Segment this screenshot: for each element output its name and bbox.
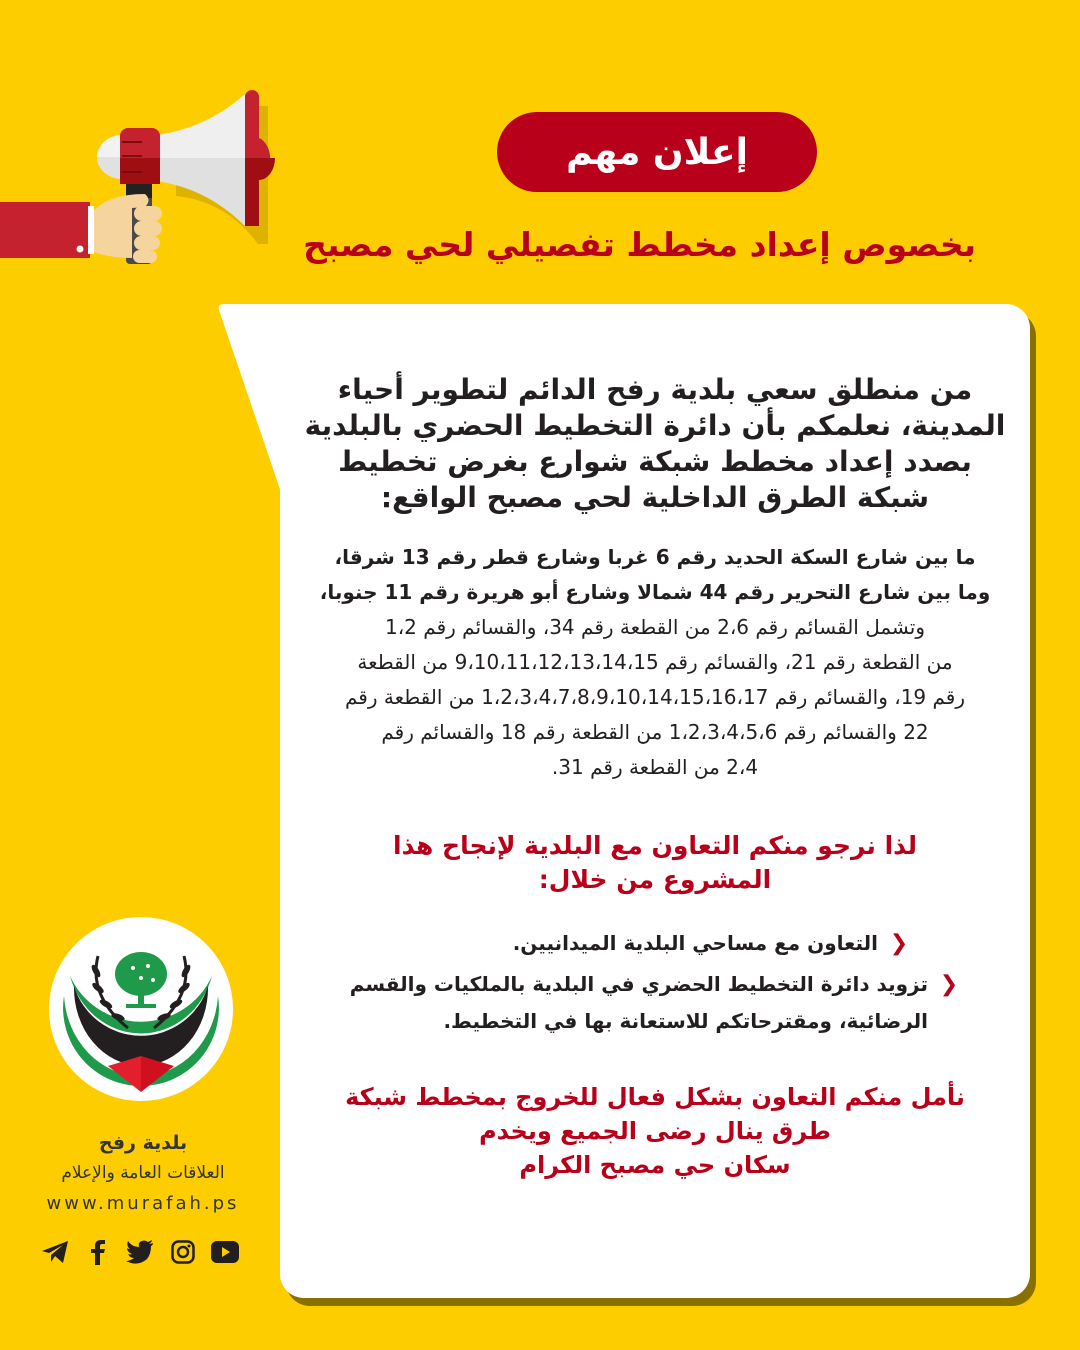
parcels-line: وتشمل القسائم رقم 2،6 من القطعة رقم 34، والقسائم رقم 1،2 [385,615,925,639]
area-bounds [300,540,1010,610]
parcels-line: رقم 19، والقسائم رقم 1،2،3،4،7،8،9،10،14،15،16،17 من القطعة رقم [344,685,966,709]
telegram-icon[interactable] [40,1237,70,1267]
announcement-subtitle: بخصوص إعداد مخطط تفصيلي لحي مصبح [303,225,976,264]
website-link[interactable]: www.murafah.ps [46,1193,240,1214]
bullet-text: تزويد دائرة التخطيط الحضري في البلدية بالملكيات والقسم الرضائية، ومقترحاتكم للاستعانة بها في التخطيط. [349,972,928,1033]
cooperation-bullets [300,925,1010,1040]
bullet-text: التعاون مع مساحي البلدية الميدانيين. [512,931,878,955]
footer-info [20,1128,266,1220]
bullet-item [300,925,980,962]
important-announcement-badge [497,112,817,192]
closing-line: طرق ينال رضى الجميع ويخدم [479,1117,831,1145]
social-icons [40,1236,240,1268]
bullet-item [300,966,980,1040]
parcels-list [300,610,1010,785]
org-department: العلاقات العامة والإعلام [61,1163,225,1183]
intro-paragraph: من منطلق سعي بلدية رفح الدائم لتطوير أحياء المدينة، نعلمكم بأن دائرة التخطيط الحضري بالبلدية بصدد إعداد مخطط شبكة شوارع بغرض تخطيط شبكة الطرق الداخلية لحي مصبح الواقع: [304,373,1006,514]
closing-line: سكان حي مصبح الكرام [519,1151,791,1179]
badge-label: إعلان مهم [566,131,748,173]
chevron-left-icon: ❮ [889,931,909,956]
org-name: بلدية رفح [98,1132,188,1154]
closing-message [300,1080,1010,1182]
card-content [300,372,1010,1182]
facebook-icon[interactable] [83,1237,113,1267]
parcels-line: 22 والقسائم رقم 1،2،3،4،5،6 من القطعة رقم 18 والقسائم رقم [381,720,929,744]
bounds-line: ما بين شارع السكة الحديد رقم 6 غربا وشارع قطر رقم 13 شرقا، [334,545,976,569]
youtube-icon[interactable] [210,1237,240,1267]
chevron-left-icon: ❮ [939,972,959,997]
twitter-icon[interactable] [125,1237,155,1267]
instagram-icon[interactable] [168,1237,198,1267]
parcels-line: من القطعة رقم 21، والقسائم رقم 9،10،11،12،13،14،15 من القطعة [357,650,953,674]
municipality-logo [48,916,234,1102]
megaphone-illustration [0,80,300,280]
logo-text: بلدية رفح [110,1037,172,1052]
parcels-line: 2،4 من القطعة رقم 31. [551,755,759,779]
cooperation-appeal: لذا نرجو منكم التعاون مع البلدية لإنجاح هذا المشروع من خلال: [393,831,917,894]
bounds-line: وما بين شارع التحرير رقم 44 شمالا وشارع أبو هريرة رقم 11 جنوبا، [319,580,991,604]
closing-line: نأمل منكم التعاون بشكل فعال للخروج بمخطط شبكة [345,1083,965,1111]
